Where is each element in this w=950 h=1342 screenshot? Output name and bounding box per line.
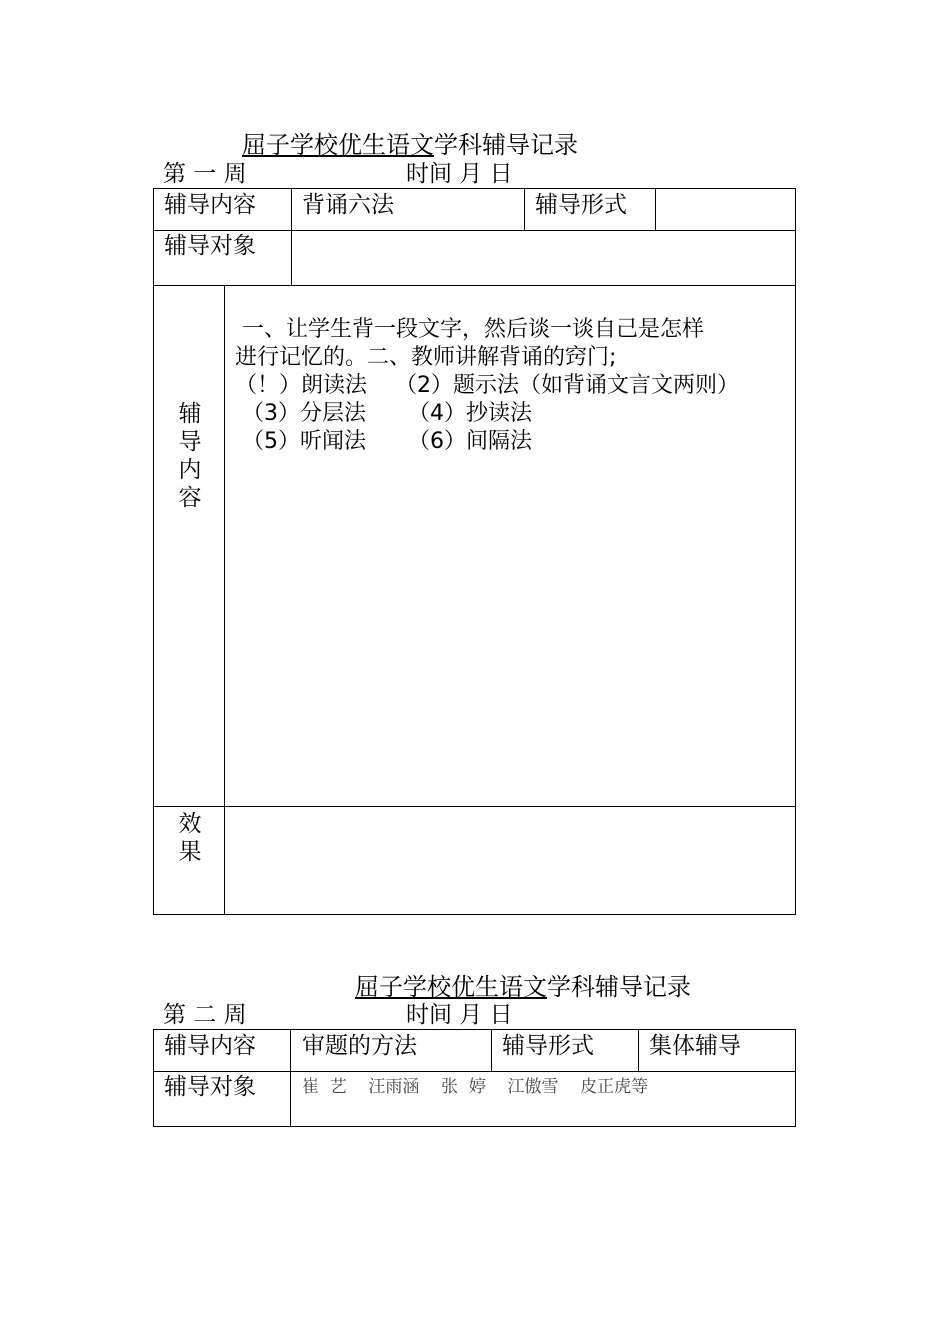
record1-detail-line: 一、让学生背一段文字，然后谈一谈自己是怎样	[235, 317, 704, 342]
record1-week: 第 一 周	[163, 161, 247, 187]
record1-title	[242, 131, 578, 159]
record1-title-rest: 学科辅导记录	[434, 131, 578, 159]
record2-title	[355, 973, 691, 1001]
record2-content-label: 辅导内容	[164, 1033, 256, 1059]
record1-form-label: 辅导形式	[535, 192, 627, 218]
record1-target-label: 辅导对象	[164, 233, 256, 259]
record2-form-label: 辅导形式	[502, 1033, 594, 1059]
record2-form-value: 集体辅导	[649, 1033, 741, 1059]
record1-detail-line: （3）分层法 （4）抄读法	[235, 401, 532, 426]
record2-target-value: 崔 艺 汪雨涵 张 婷 江傲雪 皮正虎等	[302, 1077, 649, 1097]
record1-detail-line: 进行记忆的。二、教师讲解背诵的窍门;	[235, 345, 617, 370]
record1-detail-line: （5）听闻法 （6）间隔法	[235, 429, 532, 454]
record2-title-underlined: 屈子学校优生语文	[355, 973, 547, 1001]
record1-detail-line: （！）朗读法 （2）题示法（如背诵文言文两则）	[235, 373, 739, 398]
record1-time: 时间 月 日	[406, 161, 513, 187]
record2-target-label: 辅导对象	[164, 1074, 256, 1100]
record1-effect-label: 效 果	[178, 811, 202, 865]
record2-title-rest: 学科辅导记录	[547, 973, 691, 1001]
record1-detail-content	[235, 316, 739, 456]
record2-week: 第 二 周	[163, 1002, 247, 1028]
record1-content-label: 辅导内容	[164, 192, 256, 218]
record1-title-underlined: 屈子学校优生语文	[242, 131, 434, 159]
record1-content-value: 背诵六法	[302, 192, 394, 218]
record1-detail-label: 辅 导 内 容	[178, 401, 202, 511]
record2-content-value: 审题的方法	[302, 1033, 417, 1059]
record2-time: 时间 月 日	[406, 1002, 513, 1028]
